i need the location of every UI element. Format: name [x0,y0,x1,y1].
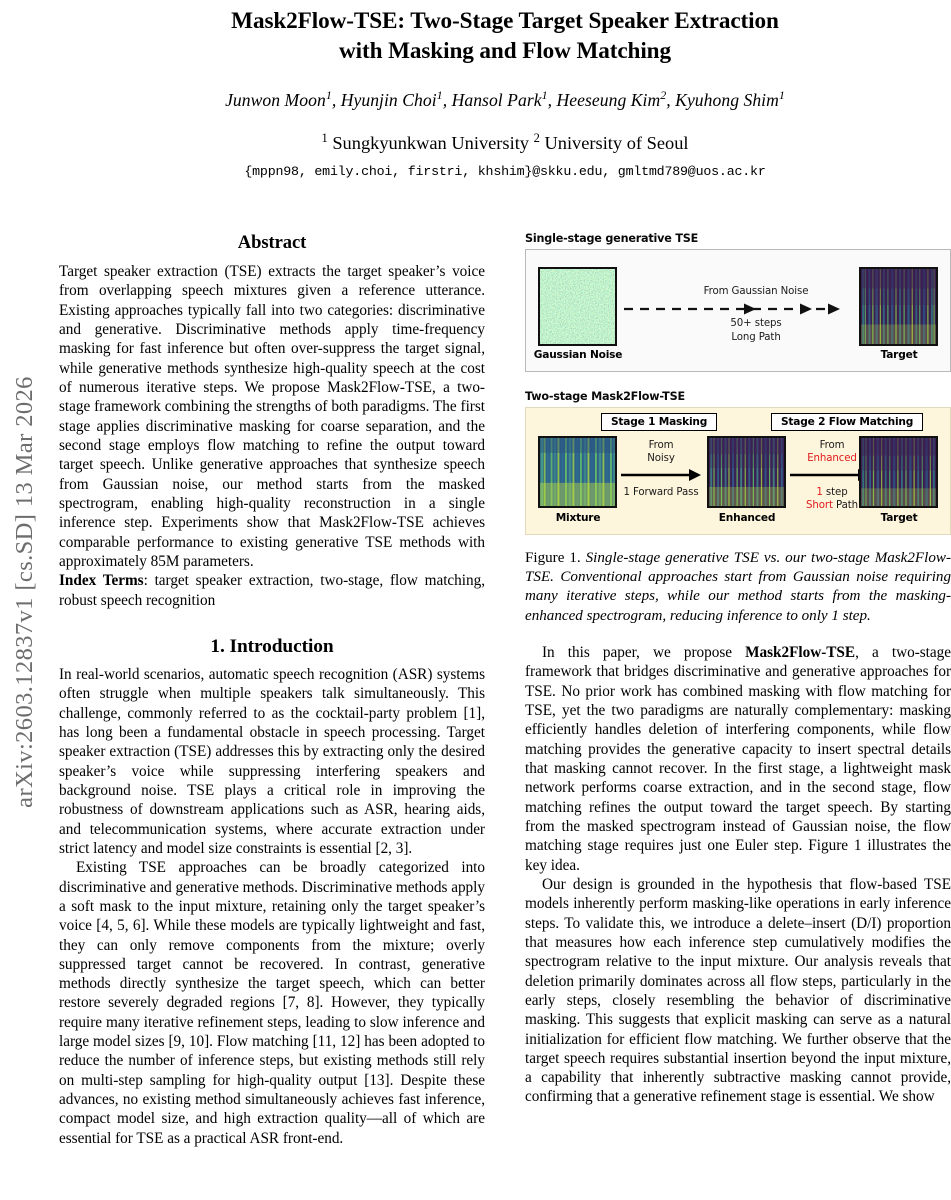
left-column [59,232,485,1148]
body-columns [59,232,951,1200]
enhanced-label: Enhanced [718,512,776,524]
target-spectrogram-two-stage [859,436,938,508]
mixture-spectrogram-image [540,438,615,506]
panel-two-stage [525,407,951,535]
arrow2-enhanced-text: Enhanced [807,453,857,464]
paper-title-line-1: Mask2Flow-TSE: Two-Stage Target Speaker Extraction [231,8,779,34]
author [225,90,332,110]
panel-two-title: Two-stage Mask2Flow-TSE [525,390,685,403]
enhanced-spectrogram-image [709,438,784,506]
target-label-single: Target [880,349,918,361]
figure-caption-text: Single-stage generative TSE vs. our two-stage Mask2Flow-TSE. Conventional approaches start from Gaussian noise requiring many iterative steps, while our method starts from the masking-enhanced spectrogram, reducing inference to only 1 step. [525,550,951,624]
affiliation-marker-2: 2 [533,131,540,146]
author-emails [59,163,951,180]
arrow1-from-text: From [648,440,674,451]
arxiv-stamp [0,0,44,1200]
figure-caption-label: Figure 1. [525,550,581,566]
author-affiliation-marker: 1 [436,88,443,103]
arrow2-step-number: 1 [816,487,823,498]
author-name: Junwon Moon [225,90,326,111]
author [557,90,667,110]
arrow1-noisy-text: Noisy [647,453,675,464]
stage-1-masking-box: Stage 1 Masking [601,413,717,431]
affiliation-2: University of Seoul [544,133,689,154]
introduction-heading: 1. Introduction [210,635,334,657]
enhanced-spectrogram [707,436,786,508]
intro-paragraph-3 [525,643,951,875]
panel-single-stage [525,249,951,372]
right-column [525,232,951,1107]
intro-paragraph-4: Our design is grounded in the hypothesis that flow-based TSE models inherently perform masking-like operations in early inference steps. To validate this, we introduce a delete–insert (D/I) proportion that measures how each inference step cumulatively modifies the spectrogram relative to the input mixture. Our analysis reveals that deletion primarily dominates across all flow steps, particularly in the early steps, closely resembling the behavior of discriminative masking. This suggests that explicit masking can serve as a natural initialization for efficient flow matching. We further observe that the target speech requires substantial insertion beyond the input mixture, a capability that inherently subtractive masking cannot provide, confirming that a generative refinement stage is essential. We show [525,875,951,1106]
author-affiliation-marker: 1 [541,88,548,103]
arrow1-forward-pass-text: 1 Forward Pass [623,487,699,498]
mixture-spectrogram [538,436,617,508]
author [341,90,443,110]
arrow2-from-text: From [819,440,845,451]
intro-p3-bold: Mask2Flow-TSE [745,643,856,661]
arrow-path-text: Long Path [731,332,781,343]
index-terms-text: : target speaker extraction, two-stage, flow matching, robust speech recognition [59,572,485,609]
target-spectrogram-image [861,269,936,344]
gaussian-noise-spectrogram [538,267,617,346]
arrow2-step-word: step [822,487,848,498]
affiliation-1: Sungkyunkwan University [332,133,529,154]
index-terms [59,571,485,610]
index-terms-label: Index Terms [59,572,144,590]
author-emails-text: {mppn98, emily.choi, firstri, khshim}@skku.edu, gmltmd789@uos.ac.kr [244,164,766,180]
author [675,90,785,110]
target-spectrogram-single [859,267,938,346]
paper-title-line-2: with Masking and Flow Matching [339,38,671,65]
mixture-label: Mixture [555,512,601,524]
target-spectrogram-two-image [861,438,936,506]
target-label-two-stage: Target [880,512,918,524]
author-affiliation-marker: 1 [778,88,785,103]
arrow2-short-word: Short [806,500,833,511]
affiliation-marker-1: 1 [321,131,328,146]
author-affiliation-marker: 1 [325,88,332,103]
arrow-steps-text: 50+ steps [730,318,782,329]
intro-p3-post: , a two-stage framework that bridges discriminative and generative approaches for TSE. No prior work has combined masking with flow matching for TSE, yet the two paradigms are naturally complementary: masking efficiently handles deletion of interfering components, while flow matching provides the generative capacity to insert spectral details that masking cannot recover. In the first stage, a lightweight mask network performs coarse extraction, and in the second stage, flow matching refines the output toward the target speech. By starting from the masked spectrogram instead of Gaussian noise, the flow matching stage requires just one Euler step. Figure 1 illustrates the key idea. [525,643,951,874]
abstract-heading: Abstract [237,232,307,253]
affiliations [59,131,951,154]
author-name: Hyunjin Choi [340,90,437,111]
paper-page [59,0,951,1200]
arrow-stage-1 [621,468,703,482]
gaussian-noise-label: Gaussian Noise [533,349,623,361]
arxiv-stamp-text: arXiv:2603.12837v1 [cs.SD] 13 Mar 2026 [11,376,38,808]
abstract-text: Target speaker extraction (TSE) extracts the target speaker’s voice from overlapping speech mixtures given a reference utterance. Existing approaches typically fall into two categories: discriminative and generative. Discriminative methods apply time-frequency masking for fast inference but often over-suppress the target signal, while generative methods synthesize high-quality speech at the cost of numerous iterative steps. We propose Mask2Flow-TSE, a two-stage framework combining the strengths of both paradigms. The first stage applies discriminative masking for coarse separation, and the second stage employs flow matching to refine the output toward target speech. Unlike generative approaches that synthesize speech from Gaussian noise, our method starts from the masked spectrogram, enabling high-quality reconstruction in a single inference step. Experiments show that Mask2Flow-TSE achieves comparable performance to existing generative TSE methods with approximately 85M parameters. [59,263,485,570]
figure-caption [525,549,951,626]
author-affiliation-marker: 2 [660,88,667,103]
stage-2-flow-matching-box: Stage 2 Flow Matching [771,413,923,431]
intro-paragraph-2: Existing TSE approaches can be broadly categorized into discriminative and generative methods. Discriminative methods apply a soft mask to the input mixture, retaining only the target speaker’s voice [4, 5, 6]. While these models are typically lightweight and fast, they can only remove components from the mixture; overly suppressed target cannot be recovered. In contrast, generative methods directly synthesize the target speech, which can better restore severely degraded regions [7, 8]. However, they typically require many iterative refinement steps, leading to slow inference and large model sizes [9, 10]. Flow matching [11, 12] has been adopted to reduce the number of inference steps, but existing methods still rely on multi-step sampling for high-quality output [13]. Despite these advances, no existing method simultaneously achieves fast inference, compact model size, and high extraction quality—all of which are essential for TSE as a practical ASR front-end. [59,859,485,1147]
panel-single-title: Single-stage generative TSE [525,232,699,245]
gaussian-noise-image [540,269,615,344]
figure-1 [525,232,951,626]
dashed-arrow-long [624,302,842,316]
figure-panel-two-stage-wrap [525,390,951,535]
page-title [59,6,951,66]
figure-panel-single-stage-wrap [525,232,951,372]
author-list: Junwon Moon$^1$, Hyunjin Choi$^1$, Hansol Park$^1$, Heeseung Kim$^2$, Kyuhong Shim$^1$ [225,88,785,111]
arrow-from-gaussian-noise-text: From Gaussian Noise [703,286,809,297]
title-block [59,0,951,180]
author-name: Heeseung Kim [556,90,661,111]
author [452,90,548,110]
author-name: Hansol Park [451,90,542,111]
intro-paragraph-1: In real-world scenarios, automatic speech recognition (ASR) systems often struggle when multiple speakers talk simultaneously. This challenge, commonly referred to as the cocktail-party problem [1], has long been a fundamental obstacle in speech processing. Target speaker extraction (TSE) addresses this by extracting only the desired speaker’s voice while suppressing interfering speakers and background noise. TSE plays a critical role in improving the robustness of downstream applications such as ASR, hearing aids, and telecommunication systems, where accurate extraction under strict latency and model size constraints is essential [2, 3]. [59,665,485,857]
arrow2-path-word: Path [832,500,858,511]
author-name: Kyuhong Shim [675,90,779,111]
intro-p3-pre: In this paper, we propose [542,643,746,661]
